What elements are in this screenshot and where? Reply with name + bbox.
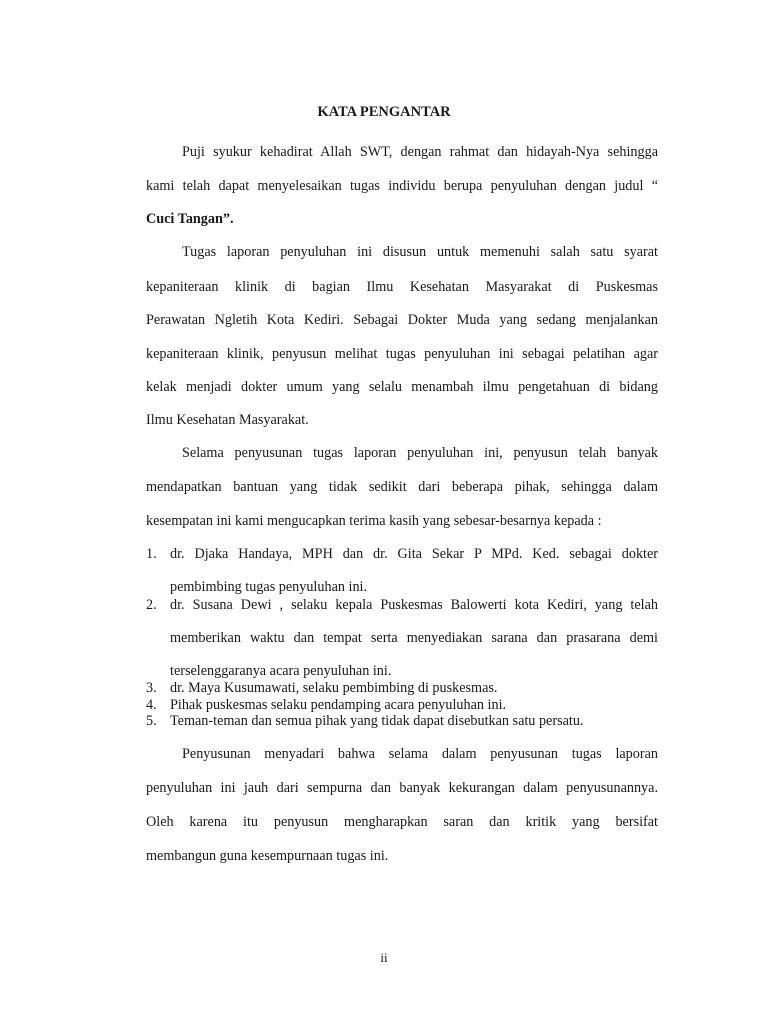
paragraph-2-line: kelak menjadi dokter umum yang selalu menambah ilmu pengetahuan di bidang — [146, 379, 658, 395]
paragraph-2-line: Ilmu Kesehatan Masyarakat. — [146, 412, 309, 428]
paragraph-2-line: Perawatan Ngletih Kota Kediri. Sebagai Dokter Muda yang sedang menjalankan — [146, 312, 658, 328]
list-number: 3. — [146, 680, 157, 696]
paragraph-4-line: Oleh karena itu penyusun mengharapkan saran dan kritik yang bersifat — [146, 814, 658, 830]
paragraph-4-line: membangun guna kesempurnaan tugas ini. — [146, 848, 389, 864]
list-item-line: Teman-teman dan semua pihak yang tidak dapat disebutkan satu persatu. — [170, 713, 584, 729]
page-number: ii — [380, 950, 388, 965]
paragraph-1-line: Puji syukur kehadirat Allah SWT, dengan rahmat dan hidayah-Nya sehingga — [182, 144, 658, 160]
paragraph-2-line: kepaniteraan klinik di bagian Ilmu Kesehatan Masyarakat di Puskesmas — [146, 279, 658, 295]
paragraph-2-line: Tugas laporan penyuluhan ini disusun untuk memenuhi salah satu syarat — [182, 244, 658, 260]
paragraph-3-line: kesempatan ini kami mengucapkan terima kasih yang sebesar-besarnya kepada : — [146, 513, 602, 529]
list-item-line: memberikan waktu dan tempat serta menyediakan sarana dan prasarana demi — [170, 630, 658, 646]
list-number: 4. — [146, 697, 157, 713]
paragraph-3-line: mendapatkan bantuan yang tidak sedikit dari beberapa pihak, sehingga dalam — [146, 479, 658, 495]
list-item-line: terselenggaranya acara penyuluhan ini. — [170, 663, 392, 679]
paragraph-1-line: kami telah dapat menyelesaikan tugas individu berupa penyuluhan dengan judul “ — [146, 178, 658, 194]
list-number: 1. — [146, 546, 157, 562]
list-item-line: dr. Djaka Handaya, MPH dan dr. Gita Sekar P MPd. Ked. sebagai dokter — [170, 546, 658, 562]
list-number: 2. — [146, 597, 157, 613]
paragraph-2-line: kepaniteraan klinik, penyusun melihat tugas penyuluhan ini sebagai pelatihan agar — [146, 346, 658, 362]
list-item-line: dr. Maya Kusumawati, selaku pembimbing di puskesmas. — [170, 680, 498, 696]
list-item-line: dr. Susana Dewi , selaku kepala Puskesmas Balowerti kota Kediri, yang telah — [170, 597, 658, 613]
list-number: 5. — [146, 713, 157, 729]
list-item-line: pembimbing tugas penyuluhan ini. — [170, 579, 368, 595]
paragraph-1-title: Cuci Tangan”. — [146, 211, 234, 227]
page-title: KATA PENGANTAR — [317, 104, 451, 120]
paragraph-3-line: Selama penyusunan tugas laporan penyuluhan ini, penyusun telah banyak — [182, 445, 658, 461]
paragraph-4-line: penyuluhan ini jauh dari sempurna dan banyak kekurangan dalam penyusunannya. — [146, 780, 658, 796]
paragraph-4-line: Penyusunan menyadari bahwa selama dalam penyusunan tugas laporan — [182, 746, 658, 762]
list-item-line: Pihak puskesmas selaku pendamping acara penyuluhan ini. — [170, 697, 507, 713]
